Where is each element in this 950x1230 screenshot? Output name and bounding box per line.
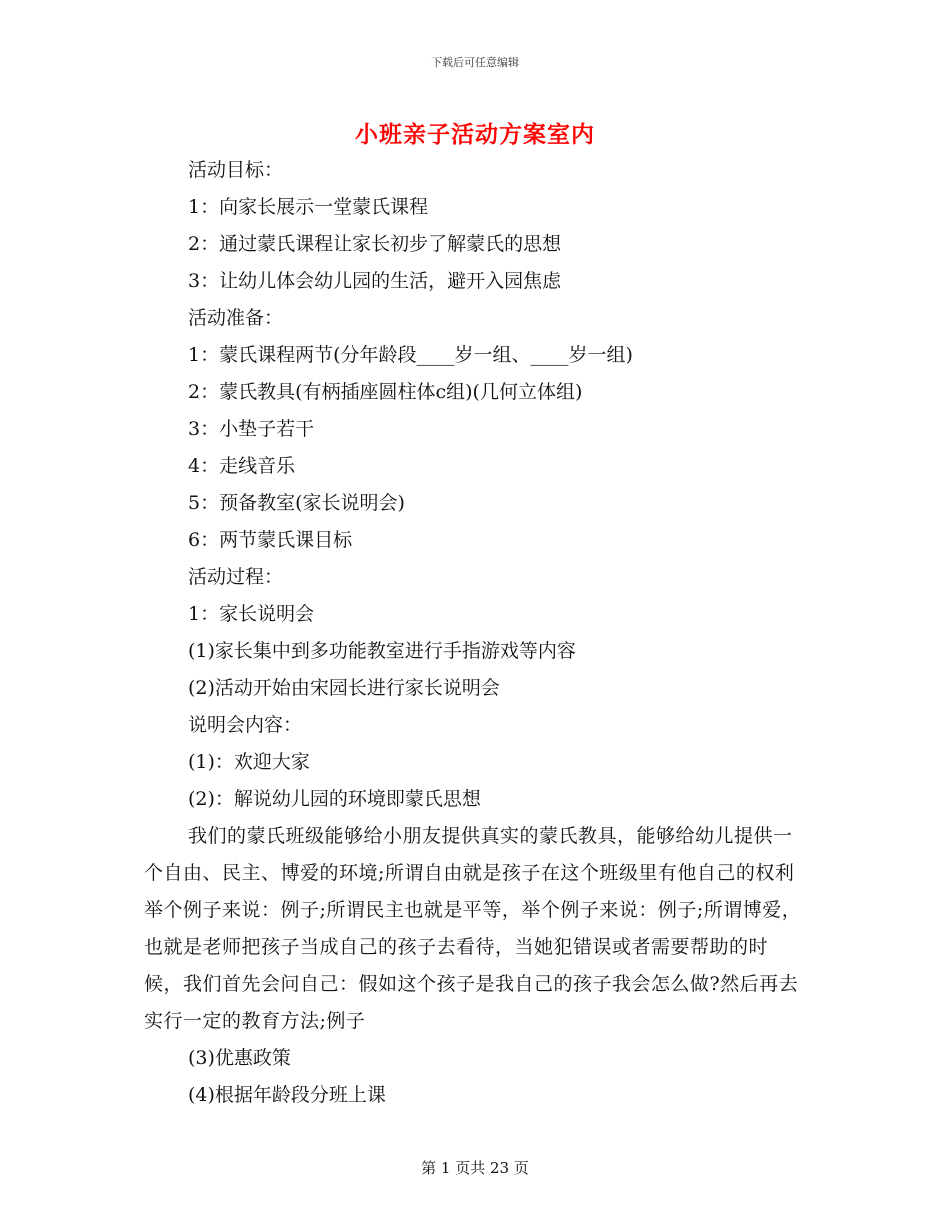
text-line: (1)家长集中到多功能教室进行手指游戏等内容 bbox=[188, 640, 576, 662]
text-line: (2)活动开始由宋园长进行家长说明会 bbox=[188, 677, 500, 699]
text-line: 1：家长说明会 bbox=[188, 603, 315, 625]
text-line: 6：两节蒙氏课目标 bbox=[188, 529, 353, 551]
text-line: 1：蒙氏课程两节(分年龄段____岁一组、____岁一组) bbox=[188, 344, 633, 366]
text-line: 5：预备教室(家长说明会) bbox=[188, 492, 405, 514]
text-line: (3)优惠政策 bbox=[188, 1047, 291, 1069]
text-line: 3：小垫子若干 bbox=[188, 418, 315, 440]
text-line: 2：通过蒙氏课程让家长初步了解蒙氏的思想 bbox=[188, 233, 562, 255]
text-line: 说明会内容： bbox=[188, 714, 303, 736]
text-line: (2)：解说幼儿园的环境即蒙氏思想 bbox=[188, 788, 481, 810]
text-line: 3：让幼儿体会幼儿园的生活，避开入园焦虑 bbox=[188, 270, 562, 292]
text-line: 活动目标： bbox=[188, 159, 284, 181]
text-line: (4)根据年龄段分班上课 bbox=[188, 1084, 386, 1106]
text-line: 1：向家长展示一堂蒙氏课程 bbox=[188, 196, 429, 218]
text-line: 2：蒙氏教具(有柄插座圆柱体c组)(几何立体组) bbox=[188, 381, 583, 403]
page-footer: 第 1 页共 23 页 bbox=[421, 1159, 529, 1177]
document-title: 小班亲子活动方案室内 bbox=[355, 121, 595, 148]
text-line: (1)：欢迎大家 bbox=[188, 751, 310, 773]
text-line: 活动过程： bbox=[188, 566, 284, 588]
text-line: 活动准备： bbox=[188, 307, 284, 329]
text-line: 4：走线音乐 bbox=[188, 455, 296, 477]
body-paragraph: 我们的蒙氏班级能够给小朋友提供真实的蒙氏教具，能够给幼儿提供一个自由、民主、博爱的环境;所谓自由就是孩子在这个班级里有他自己的权利举个例子来说：例子;所谓民主也就是平等，举个例子来说：例子;所谓博爱，也就是老师把孩子当成自己的孩子去看待，当她犯错误或者需要帮助的时候，我们首先会问自己：假如这个孩子是我自己的孩子我会怎么做?然后再去实行一定的教育方法;例子 bbox=[144, 825, 802, 1032]
document-body bbox=[144, 152, 804, 1114]
header-note: 下载后可任意编辑 bbox=[431, 56, 519, 69]
